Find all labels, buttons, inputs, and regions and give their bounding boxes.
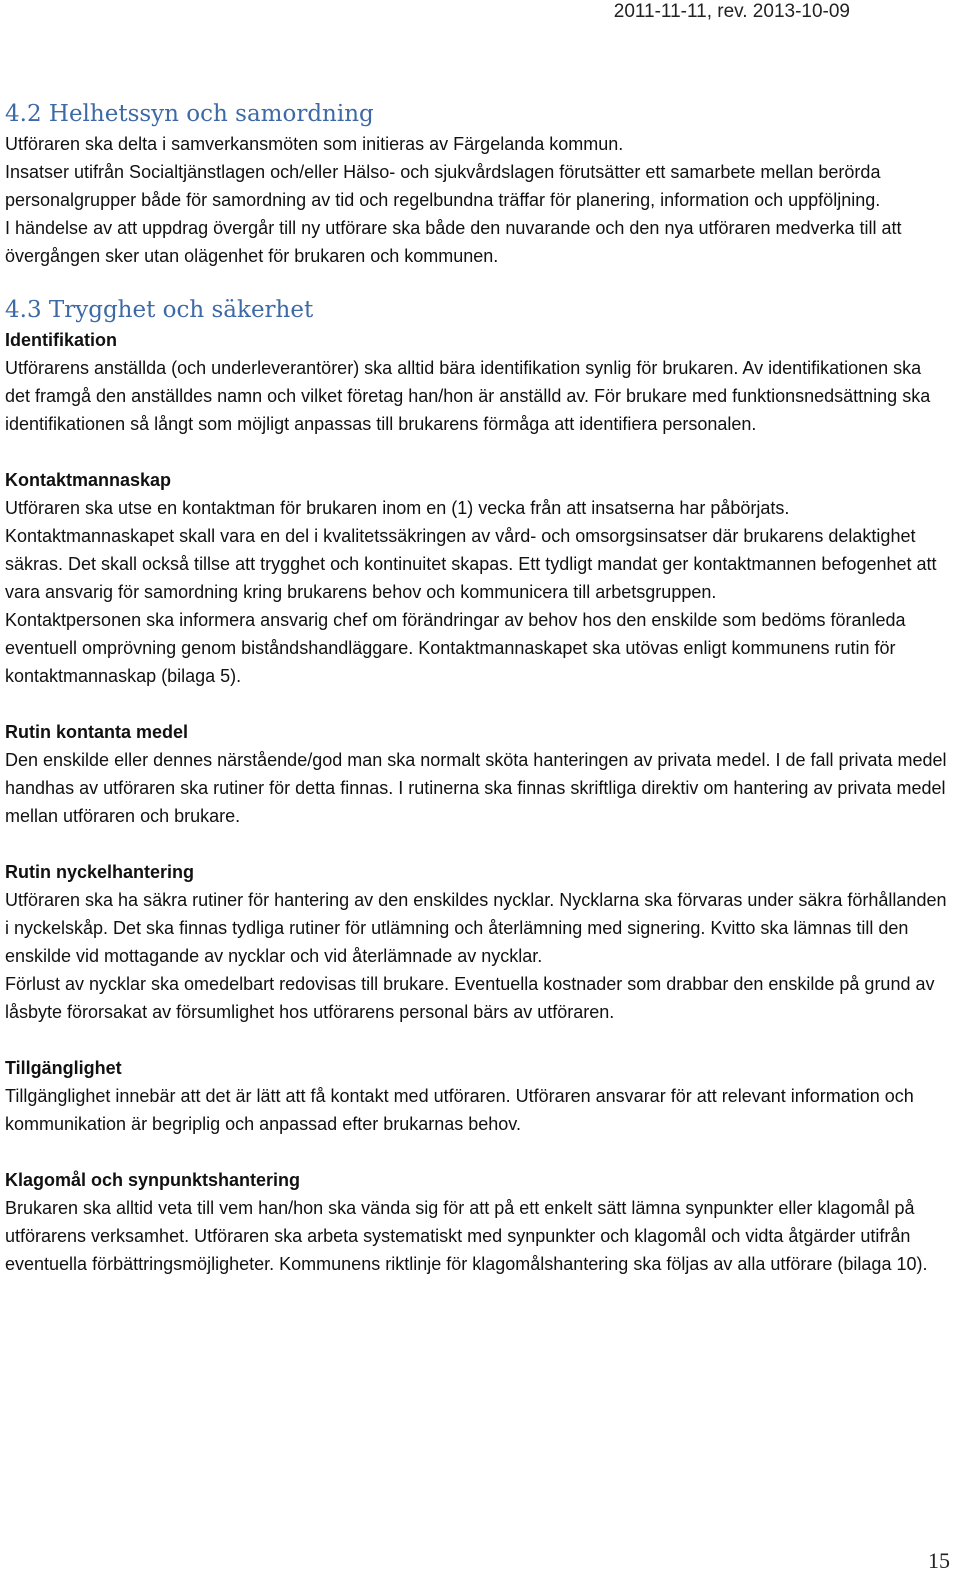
kontaktmannaskap-block [5,466,950,690]
paragraph: I händelse av att uppdrag övergår till ny utförare ska både den nuvarande och den nya utföraren medverka till att övergången sker utan olägenhet för brukaren och kommunen. [5,218,902,266]
paragraph: Den enskilde eller dennes närstående/god man ska normalt sköta hanteringen av privata medel. I de fall privata medel handhas av utföraren ska rutiner för detta finnas. I rutinerna ska finnas skriftliga direktiv om hantering av privata medel mellan utföraren och brukare. [5,750,947,826]
paragraph: Utföraren ska ha säkra rutiner för hantering av den enskildes nycklar. Nycklarna ska förvaras under säkra förhållanden i nyckelskåp. Det ska finnas tydliga rutiner för utlämning och återlämning med signering. Kvitto ska lämnas till den enskilde vid mottagande av nycklar och vid återlämnade av nycklar. [5,890,947,966]
paragraph: Utföraren ska utse en kontaktman för brukaren inom en (1) vecka från att insatserna har påbörjats. Kontaktmannaskapet skall vara en del i kvalitetssäkringen av vård- och omsorgsinsatser där brukarens delaktighet säkras. Det skall också tillse att trygghet och kontinuitet skapas. Ett tydligt mandat ger kontaktmannen befogenhet att vara ansvarig för samordning kring brukarens behov och kommunicera till arbetsgruppen. [5,498,937,602]
subheading-nyckelhantering: Rutin nyckelhantering [5,862,195,882]
subheading-identifikation: Identifikation [5,330,117,350]
subheading-kontanta-medel: Rutin kontanta medel [5,722,189,742]
subheading-klagomal: Klagomål och synpunktshantering [5,1170,301,1190]
paragraph: Insatser utifrån Socialtjänstlagen och/eller Hälso- och sjukvårdslagen förutsätter ett samarbete mellan berörda personalgrupper både för samordning av tid och regelbundna träffar för planering, information och uppföljning. [5,162,881,210]
section-heading-4-2: 4.2 Helhetssyn och samordning [5,101,374,127]
paragraph: Kontaktpersonen ska informera ansvarig chef om förändringar av behov hos den enskilde som bedöms föranleda eventuell omprövning genom biståndshandläggare. Kontaktmannaskapet ska utövas enligt kommunens rutin för kontaktmannaskap (bilaga 5). [5,610,906,686]
nyckelhantering-block [5,858,950,1026]
paragraph: Utföraren ska delta i samverkansmöten som initieras av Färgelanda kommun. [5,134,624,154]
section-heading-4-3: 4.3 Trygghet och säkerhet [5,297,314,323]
klagomal-block [5,1166,950,1278]
paragraph: Brukaren ska alltid veta till vem han/hon ska vända sig för att på ett enkelt sätt lämna synpunkter eller klagomål på utförarens verksamhet. Utföraren ska arbeta systematiskt med synpunkter och klagomål och vidta åtgärder utifrån eventuella förbättringsmöjligheter. Kommunens riktlinje för klagomålshantering ska följas av alla utförare (bilaga 10). [5,1198,928,1274]
page-content [5,98,950,1278]
header-date: 2011-11-11, rev. 2013-10-09 [613,1,850,22]
tillganglighet-block [5,1054,950,1138]
paragraph: Förlust av nycklar ska omedelbart redovisas till brukare. Eventuella kostnader som drabbar den enskilde på grund av låsbyte förorsakat av försumlighet hos utförarens personal bärs av utföraren. [5,974,935,1022]
subheading-kontaktmannaskap: Kontaktmannaskap [5,470,172,490]
page-number: 15 [928,1548,950,1573]
paragraph: Tillgänglighet innebär att det är lätt att få kontakt med utföraren. Utföraren ansvarar för att relevant information och kommunikation är begriplig och anpassad efter brukarnas behov. [5,1086,914,1134]
identifikation-block [5,326,950,438]
paragraph: Utförarens anställda (och underleverantörer) ska alltid bära identifikation synlig för brukaren. Av identifikationen ska det framgå den anställdes namn och vilket företag han/hon är anställd av. För brukare med funktionsnedsättning ska identifikationen så långt som möjligt anpassas till brukarens förmåga att identifiera personalen. [5,358,931,434]
kontanta-medel-block [5,718,950,830]
subheading-tillganglighet: Tillgänglighet [5,1058,122,1078]
